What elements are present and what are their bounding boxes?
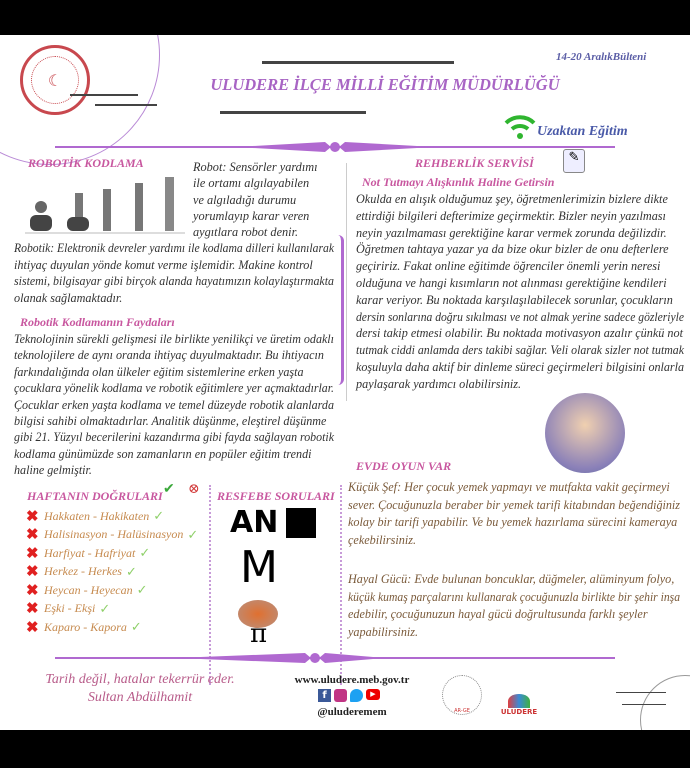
- text-line: Hayal Gücü: Evde bulunan boncuklar, düğmeler, alüminyum folyo,: [348, 572, 675, 586]
- correct-icon: ✓: [99, 600, 111, 616]
- benefits-title: Robotik Kodlamanın Faydaları: [20, 315, 175, 329]
- decorative-arc: [640, 675, 690, 730]
- decorative-line: [622, 704, 666, 705]
- correct-icon: ✓: [139, 545, 151, 561]
- x-circle-icon: ⊗: [188, 481, 200, 497]
- text-line: sever. Çocuğunuzla beraber bir yemek tarifi kitabından beğendiğiniz: [348, 497, 680, 512]
- decorative-line: [262, 61, 454, 64]
- people-icon: [508, 694, 530, 708]
- text-line: ve algıladığı durumu: [193, 192, 297, 207]
- text-line: olanak sağlamaktadır.: [14, 290, 123, 305]
- text-line: Robot: Sensörler yardımı: [193, 160, 318, 174]
- text-line: Okulda en alışık olduğumuz şey, öğretmenlerimizin bizlere dikte: [356, 192, 668, 206]
- text-line: yorumlayıp karar veren: [193, 208, 310, 223]
- word-pair: Hakkaten - Hakikaten: [44, 508, 150, 523]
- text-line: ile ortamı algılayabilen: [193, 176, 310, 191]
- correct-icon: ✓: [136, 582, 148, 598]
- text-line: kodlama günümüzde son zamanların en popüler eğitim trendi: [14, 446, 312, 461]
- dogrular-title: HAFTANIN DOĞRULARI: [27, 489, 163, 503]
- text-line: Robotik: Elektronik devreler yardımı ile kodlama dilleri kullanılarak: [14, 241, 335, 255]
- text-line: küçük kumaş parçalarını kullanarak çocuğunuzla birlikte bir şehir inşa: [348, 589, 681, 604]
- list-item: [26, 600, 110, 619]
- text-line: olduğuna ve hangi kısımların not alınması gerektiğine kendileri: [356, 275, 667, 290]
- footer-divider: [55, 650, 615, 666]
- crescent-icon: ☾: [31, 56, 79, 104]
- youtube-icon[interactable]: ▶: [366, 689, 380, 700]
- wrong-icon: ✖: [26, 564, 39, 581]
- text-line: neyin yazılmaması gerektiğine karar vermek zorunda değilizdir.: [356, 225, 667, 240]
- list-item: [26, 526, 198, 545]
- text-line: koşuluyla daha aktif bir dinleme süreci geçirmeleri bilgisini onlarla: [356, 359, 685, 374]
- list-item: [26, 563, 137, 582]
- arge-logo: [442, 675, 482, 715]
- wrong-icon: ✖: [26, 619, 39, 636]
- facebook-icon[interactable]: f: [318, 689, 331, 702]
- evde-paragraph-2: [348, 571, 690, 641]
- uludere-logo: [492, 680, 546, 716]
- robot-evolution-image: [25, 175, 185, 237]
- correct-icon: ✓: [153, 508, 165, 524]
- newsletter-page: [0, 35, 690, 730]
- wrong-icon: ✖: [26, 508, 39, 525]
- text-line: edebilir, çocuğunuzun hayal gücü doğrultusunda farklı şeyler: [348, 607, 648, 621]
- list-item: [26, 618, 142, 637]
- word-pair: Eşki - Ekşi: [44, 601, 96, 616]
- quote-author: Sultan Abdülhamit: [87, 690, 193, 705]
- benefits-text: [14, 331, 340, 479]
- text-line: haline gelmiştir.: [14, 463, 92, 478]
- quote-text: Tarih değil, hatalar tekerrür eder.: [45, 672, 235, 687]
- resfebe-puzzle-3: π: [250, 619, 268, 649]
- decorative-line: [616, 692, 666, 693]
- text-line: Küçük Şef: Her çocuk yemek yapmayı ve mutfakta vakit geçirmeyi: [348, 480, 670, 494]
- text-line: dersi takip etmesi olabilir. Bu noktada motivasyon azalır çünkü not: [356, 326, 683, 341]
- robotik-title: ROBOTİK KODLAMA: [28, 156, 144, 170]
- word-pair: Kaparo - Kapora: [44, 619, 127, 634]
- robotik-definition: [14, 240, 349, 306]
- robot-definition: [193, 159, 318, 240]
- text-line: çocuklara yönelik kodlama ve robotik eğitimlere yer açmaktadırlar.: [14, 381, 334, 396]
- logo-text: ULUDERE: [500, 708, 538, 716]
- correct-icon: ✓: [125, 563, 137, 579]
- logo-text: AR-GE: [454, 708, 470, 714]
- word-pair: Halisinasyon - Halüsinasyon: [44, 527, 184, 542]
- evde-title: EVDE OYUN VAR: [356, 459, 452, 473]
- resfebe-puzzle-1: [230, 507, 316, 539]
- text-line: karar veriyor. Bu noktada karşılaşılabilecek sorunlar, çocukların: [356, 292, 673, 307]
- wrong-icon: ✖: [26, 582, 39, 599]
- social-handle[interactable]: @uluderemem: [317, 706, 387, 718]
- correct-icon: ✓: [187, 526, 199, 542]
- text-line: aygıtlara robot denir.: [193, 225, 299, 240]
- resfebe-title: RESFEBE SORULARI: [217, 489, 335, 503]
- resfebe-puzzle-2: M: [240, 542, 278, 593]
- text-line: teknolojilere de aynı oranda ihtiyaç duyulmaktadır. Bu ihtiyacın: [14, 348, 324, 363]
- wrong-icon: ✖: [26, 545, 39, 562]
- rehberlik-subtitle: Not Tutmayı Alışkınlık Haline Getirsin: [362, 175, 555, 189]
- text-line: Teknolojinin sürekli gelişmesi ile birlikte yenilikçi ve üretim odaklı: [14, 332, 334, 346]
- decorative-line: [70, 94, 138, 96]
- remote-education-label: Uzaktan Eğitim: [537, 124, 628, 139]
- social-icons: [318, 689, 380, 702]
- text-line: Öğretmen tahtaya yazar ya da bize okur bizler de onu defterlere: [356, 242, 669, 257]
- text-line: Çocuklar erken yaşta kodlama ve temel düzeyde robotik alanlarda: [14, 397, 334, 412]
- text-line: bilgisi sahibi olmaktadırlar. Analitik düşünme, eleştirel düşünme: [14, 414, 327, 429]
- footer-quote: [30, 671, 250, 707]
- wifi-icon: [503, 113, 537, 141]
- dogrular-list: [26, 507, 198, 637]
- text-line: paylaşarak yardımcı olabilirsiniz.: [356, 376, 522, 391]
- decorative-line: [220, 111, 366, 114]
- list-item: [26, 507, 164, 526]
- section-divider: [55, 139, 615, 155]
- bulletin-date: 14-20 AralıkBülteni: [556, 51, 647, 63]
- wrong-icon: ✖: [26, 527, 39, 544]
- text-line: farkındalığında olan ülkeler eğitim sistemlerine erken yaşta: [14, 364, 304, 379]
- text-line: yapabilirsiniz.: [348, 624, 419, 639]
- instagram-icon[interactable]: [334, 689, 347, 702]
- text-line: ettirdiği bilgileri defterimize geçirmektir. Bizler neyin yazılması: [356, 208, 666, 223]
- word-pair: Harfiyat - Hafriyat: [44, 545, 136, 560]
- list-item: [26, 581, 148, 600]
- puzzle-text: AN: [230, 505, 279, 540]
- word-pair: Herkez - Herkes: [44, 564, 122, 579]
- resfebe-title-wrap: [217, 489, 335, 504]
- pencil-note-icon: ✎: [563, 149, 585, 173]
- text-line: ihtiyaç duyulan yönde komut verme işlemidir. Makine kontrol: [14, 257, 313, 272]
- rehberlik-text: [356, 191, 690, 393]
- seal-logo: [20, 45, 90, 115]
- word-pair: Heycan - Heyecan: [44, 582, 133, 597]
- list-item: [26, 544, 150, 563]
- correct-icon: ✓: [130, 619, 142, 635]
- rehberlik-title: REHBERLİK SERVİSİ: [415, 156, 534, 170]
- text-line: çekebilirsiniz.: [348, 532, 417, 547]
- evde-paragraph-1: [348, 479, 683, 549]
- page-title: ULUDERE İLÇE MİLLİ EĞİTİM MÜDÜRLÜĞÜ: [210, 75, 560, 94]
- check-circle-icon: ✔: [163, 481, 175, 497]
- text-line: geçiririz. Fakat online eğitimde öğrenciler önemli yerin neresi: [356, 259, 661, 274]
- black-square: [286, 508, 316, 538]
- twitter-icon[interactable]: [350, 689, 363, 702]
- wrong-icon: ✖: [26, 601, 39, 618]
- family-playing-image: [545, 393, 625, 473]
- website-link[interactable]: www.uludere.meb.gov.tr: [294, 674, 410, 686]
- text-line: tutmak ciddi anlamda ders takibi sağlar. Veli olarak sizler not tutmak: [356, 343, 684, 358]
- decorative-line: [95, 104, 157, 106]
- text-line: gibi 21. Yüzyıl becerilerini kazandırma gibi fayda sağlayan robotik: [14, 430, 334, 445]
- text-line: dersin sonlarına doğru sıkılması ve not almak yerine sadece gözleriyle: [356, 309, 684, 324]
- text-line: kolay bir tarifi yapabilir. Ve bu yemek hazırlama sürecini kameraya: [348, 515, 678, 529]
- text-line: sistemi, bilgisayar gibi birçok alanda hayatımızın kolaylaştırmakta: [14, 274, 334, 289]
